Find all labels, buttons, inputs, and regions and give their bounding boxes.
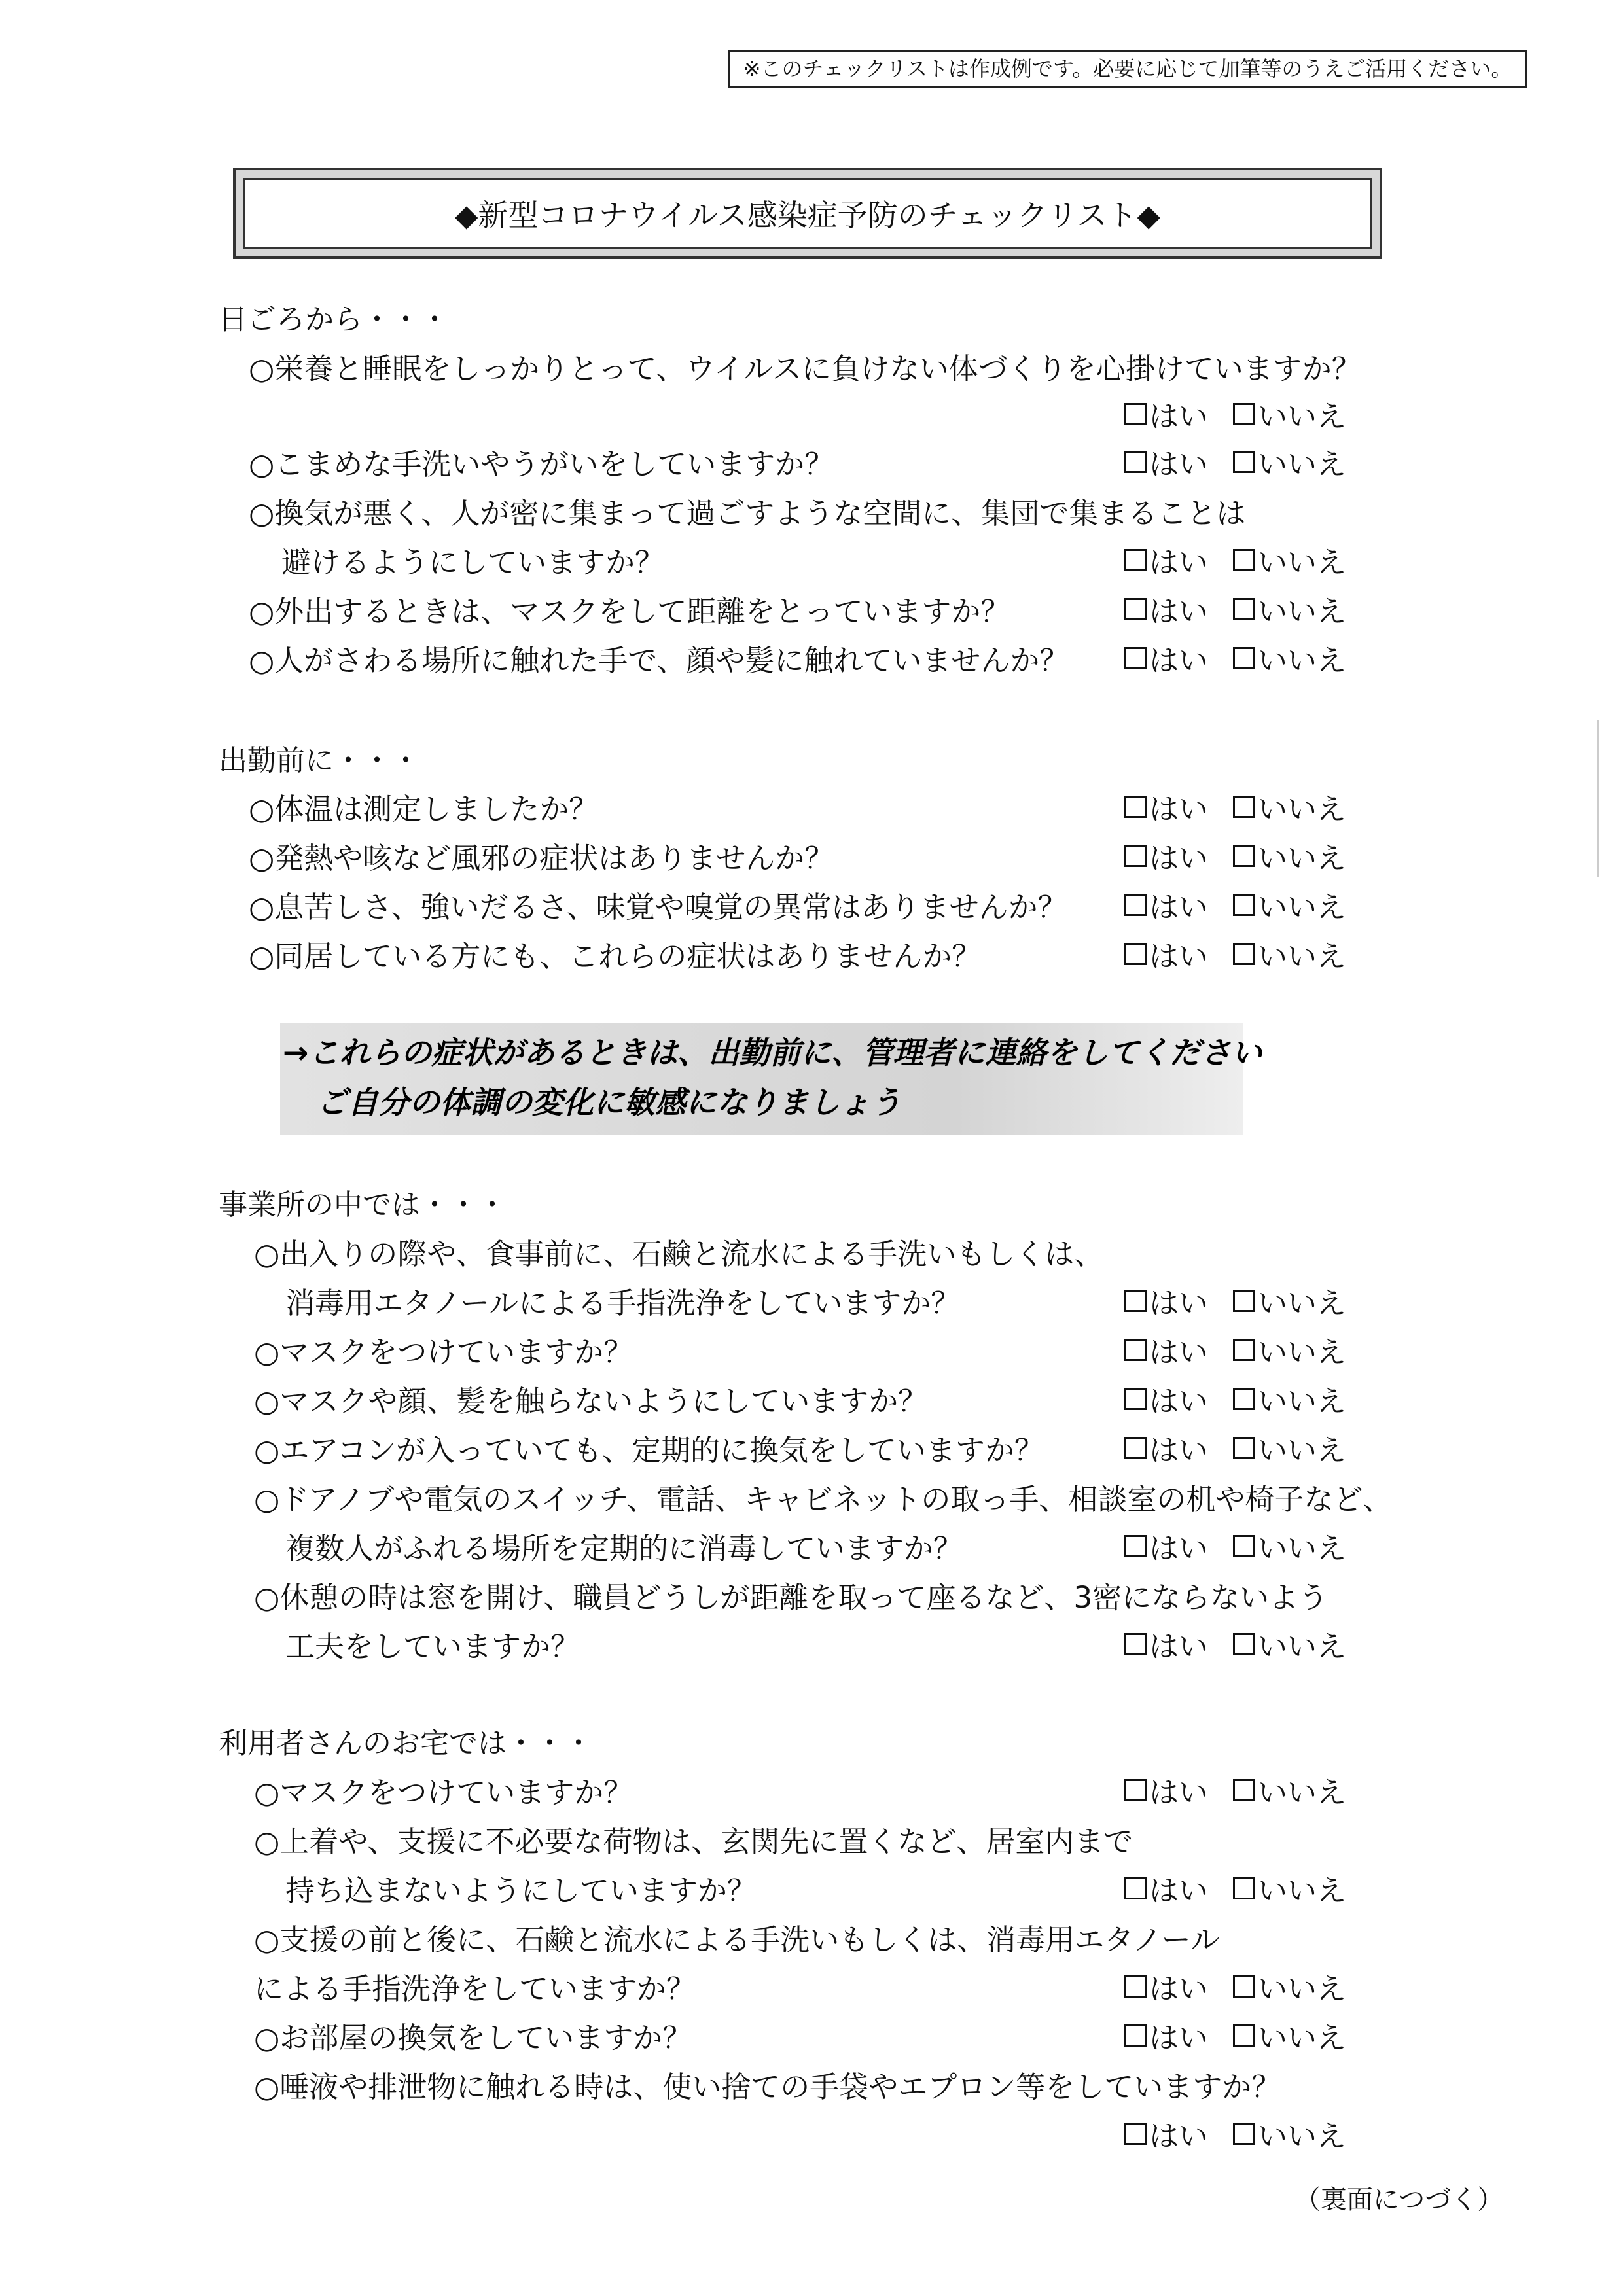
yes-label: はい bbox=[1149, 1286, 1209, 1320]
yes-checkbox-option[interactable] bbox=[1124, 1279, 1208, 1322]
yes-label: はい bbox=[1149, 399, 1209, 434]
no-checkbox-option[interactable] bbox=[1233, 1279, 1346, 1322]
question-text: ○息苦しさ、強いだるさ、味覚や嗅覚の異常はありませんか？ bbox=[249, 890, 1067, 925]
yes-checkbox-option[interactable] bbox=[1124, 1867, 1208, 1909]
checkbox-icon[interactable] bbox=[1124, 403, 1147, 425]
no-checkbox-option[interactable] bbox=[1233, 440, 1346, 483]
no-label: いいえ bbox=[1258, 643, 1347, 678]
yes-checkbox-option[interactable] bbox=[1124, 2014, 1208, 2057]
checkbox-icon[interactable] bbox=[1233, 845, 1255, 867]
scan-mark bbox=[1597, 720, 1599, 877]
answer-options bbox=[1124, 588, 1346, 630]
yes-label: はい bbox=[1149, 792, 1209, 826]
question-text: ○唾液や排泄物に触れる時は、使い捨ての手袋やエプロン等をしていますか？ bbox=[254, 2070, 1281, 2104]
no-checkbox-option[interactable] bbox=[1233, 883, 1346, 926]
checkbox-icon[interactable] bbox=[1124, 1633, 1147, 1655]
checkbox-icon[interactable] bbox=[1124, 1975, 1147, 1998]
yes-checkbox-option[interactable] bbox=[1124, 588, 1208, 630]
no-checkbox-option[interactable] bbox=[1233, 1328, 1346, 1371]
question-text: 持ち込まないようにしていますか？ bbox=[285, 1873, 757, 1908]
yes-checkbox-option[interactable] bbox=[1124, 1328, 1208, 1371]
yes-label: はい bbox=[1149, 1629, 1209, 1664]
yes-checkbox-option[interactable] bbox=[1124, 440, 1208, 483]
yes-label: はい bbox=[1149, 939, 1209, 974]
yes-label: はい bbox=[1149, 1531, 1209, 1566]
question-text: ○体温は測定しましたか？ bbox=[249, 792, 599, 826]
answer-options bbox=[1124, 1377, 1346, 1420]
yes-label: はい bbox=[1149, 1971, 1209, 2006]
checkbox-icon[interactable] bbox=[1124, 647, 1147, 669]
no-label: いいえ bbox=[1258, 1775, 1347, 1810]
yes-checkbox-option[interactable] bbox=[1124, 1426, 1208, 1469]
checkbox-icon[interactable] bbox=[1233, 598, 1255, 620]
yes-label: はい bbox=[1149, 890, 1209, 925]
answer-options bbox=[1124, 1426, 1346, 1469]
yes-checkbox-option[interactable] bbox=[1124, 539, 1208, 581]
checkbox-icon[interactable] bbox=[1233, 1779, 1255, 1801]
section-heading: 出勤前に・・・ bbox=[219, 744, 420, 777]
checkbox-icon[interactable] bbox=[1124, 2024, 1147, 2047]
section-heading: 日ごろから・・・ bbox=[219, 303, 449, 336]
checkbox-icon[interactable] bbox=[1124, 796, 1147, 818]
question-text: ○出入りの際や、食事前に、石鹸と流水による手洗いもしくは、 bbox=[254, 1237, 1104, 1271]
checkbox-icon[interactable] bbox=[1233, 549, 1255, 571]
yes-label: はい bbox=[1149, 545, 1209, 580]
yes-checkbox-option[interactable] bbox=[1124, 1965, 1208, 2007]
no-checkbox-option[interactable] bbox=[1233, 785, 1346, 828]
answer-options bbox=[1124, 1867, 1346, 1909]
checkbox-icon[interactable] bbox=[1233, 2123, 1255, 2145]
checkbox-icon[interactable] bbox=[1124, 1877, 1147, 1899]
question-text: ○マスクをつけていますか？ bbox=[254, 1335, 633, 1369]
checkbox-icon[interactable] bbox=[1233, 1975, 1255, 1998]
question-text: による手指洗浄をしていますか？ bbox=[254, 1971, 696, 2006]
answer-options bbox=[1124, 393, 1346, 435]
question-text: ○人がさわる場所に触れた手で、顔や髪に触れていませんか？ bbox=[249, 643, 1069, 678]
checkbox-icon[interactable] bbox=[1124, 1388, 1147, 1410]
question-text: 工夫をしていますか？ bbox=[285, 1629, 580, 1664]
no-label: いいえ bbox=[1258, 399, 1347, 434]
yes-label: はい bbox=[1149, 643, 1209, 678]
yes-checkbox-option[interactable] bbox=[1124, 637, 1208, 679]
no-checkbox-option[interactable] bbox=[1233, 2014, 1346, 2057]
answer-options bbox=[1124, 539, 1346, 581]
question-text: ○こまめな手洗いやうがいをしていますか？ bbox=[249, 447, 834, 482]
question-text: ○発熱や咳など風邪の症状はありませんか？ bbox=[249, 841, 834, 875]
answer-options bbox=[1124, 1279, 1346, 1322]
yes-label: はい bbox=[1149, 1775, 1209, 1810]
yes-label: はい bbox=[1149, 447, 1209, 482]
yes-checkbox-option[interactable] bbox=[1124, 932, 1208, 975]
no-label: いいえ bbox=[1258, 890, 1347, 925]
yes-checkbox-option[interactable] bbox=[1124, 1525, 1208, 1567]
yes-checkbox-option[interactable] bbox=[1124, 2112, 1208, 2155]
question-text: ○マスクや顔、髪を触らないようにしていますか？ bbox=[254, 1384, 928, 1419]
answer-options bbox=[1124, 932, 1346, 975]
answer-options bbox=[1124, 2014, 1346, 2057]
no-checkbox-option[interactable] bbox=[1233, 539, 1346, 581]
yes-label: はい bbox=[1149, 2021, 1209, 2055]
checkbox-icon[interactable] bbox=[1233, 894, 1255, 916]
answer-options bbox=[1124, 637, 1346, 679]
checkbox-icon[interactable] bbox=[1124, 1437, 1147, 1459]
yes-checkbox-option[interactable] bbox=[1124, 1377, 1208, 1420]
checkbox-icon[interactable] bbox=[1233, 1877, 1255, 1899]
yes-label: はい bbox=[1149, 2119, 1209, 2153]
answer-options bbox=[1124, 440, 1346, 483]
checkbox-icon[interactable] bbox=[1233, 1535, 1255, 1557]
no-checkbox-option[interactable] bbox=[1233, 1377, 1346, 1420]
yes-label: はい bbox=[1149, 1433, 1209, 1468]
no-checkbox-option[interactable] bbox=[1233, 1769, 1346, 1811]
checkbox-icon[interactable] bbox=[1124, 943, 1147, 965]
answer-options bbox=[1124, 785, 1346, 828]
checkbox-icon[interactable] bbox=[1233, 796, 1255, 818]
no-checkbox-option[interactable] bbox=[1233, 834, 1346, 877]
callout-line-2: ご自分の体調の変化に敏感になりましょう bbox=[317, 1085, 901, 1121]
no-label: いいえ bbox=[1258, 2021, 1347, 2055]
title-box bbox=[233, 168, 1382, 259]
answer-options bbox=[1124, 1769, 1346, 1811]
answer-options bbox=[1124, 1965, 1346, 2007]
yes-checkbox-option[interactable] bbox=[1124, 785, 1208, 828]
yes-checkbox-option[interactable] bbox=[1124, 1623, 1208, 1665]
yes-label: はい bbox=[1149, 594, 1209, 629]
no-checkbox-option[interactable] bbox=[1233, 2112, 1346, 2155]
checkbox-icon[interactable] bbox=[1233, 2024, 1255, 2047]
no-checkbox-option[interactable] bbox=[1233, 393, 1346, 435]
question-text: ○外出するときは、マスクをして距離をとっていますか？ bbox=[249, 594, 1010, 629]
no-label: いいえ bbox=[1258, 2119, 1347, 2153]
checkbox-icon[interactable] bbox=[1124, 1779, 1147, 1801]
no-label: いいえ bbox=[1258, 841, 1347, 875]
no-checkbox-option[interactable] bbox=[1233, 1525, 1346, 1567]
checkbox-icon[interactable] bbox=[1124, 894, 1147, 916]
no-label: いいえ bbox=[1258, 594, 1347, 629]
yes-checkbox-option[interactable] bbox=[1124, 1769, 1208, 1811]
yes-label: はい bbox=[1149, 1335, 1209, 1369]
usage-note: ※このチェックリストは作成例です。必要に応じて加筆等のうえご活用ください。 bbox=[728, 50, 1527, 88]
no-checkbox-option[interactable] bbox=[1233, 1623, 1346, 1665]
question-text: 複数人がふれる場所を定期的に消毒していますか？ bbox=[285, 1531, 963, 1566]
question-text: ○エアコンが入っていても、定期的に換気をしていますか？ bbox=[254, 1433, 1044, 1468]
question-text: 消毒用エタノールによる手指洗浄をしていますか？ bbox=[285, 1286, 961, 1320]
checkbox-icon[interactable] bbox=[1233, 1339, 1255, 1361]
question-text: ○換気が悪く、人が密に集まって過ごすような空間に、集団で集まることは bbox=[249, 496, 1246, 531]
no-label: いいえ bbox=[1258, 1971, 1347, 2006]
yes-label: はい bbox=[1149, 1873, 1209, 1908]
answer-options bbox=[1124, 2112, 1346, 2155]
checkbox-icon[interactable] bbox=[1233, 1633, 1255, 1655]
checkbox-icon[interactable] bbox=[1124, 1535, 1147, 1557]
continued-note: （裏面につづく） bbox=[1294, 2185, 1504, 2215]
question-text: ○栄養と睡眠をしっかりとって、ウイルスに負けない体づくりを心掛けていますか？ bbox=[249, 351, 1361, 386]
no-label: いいえ bbox=[1258, 545, 1347, 580]
no-checkbox-option[interactable] bbox=[1233, 637, 1346, 679]
no-checkbox-option[interactable] bbox=[1233, 1867, 1346, 1909]
checkbox-icon[interactable] bbox=[1124, 1339, 1147, 1361]
yes-checkbox-option[interactable] bbox=[1124, 834, 1208, 877]
question-text: ○休憩の時は窓を開け、職員どうしが距離を取って座るなど、3密にならないよう bbox=[254, 1580, 1329, 1615]
no-label: いいえ bbox=[1258, 1335, 1347, 1369]
answer-options bbox=[1124, 1328, 1346, 1371]
yes-label: はい bbox=[1149, 1384, 1209, 1419]
section-heading: 事業所の中では・・・ bbox=[219, 1188, 507, 1222]
checkbox-icon[interactable] bbox=[1124, 1290, 1147, 1312]
section-heading: 利用者さんのお宅では・・・ bbox=[219, 1727, 593, 1760]
checkbox-icon[interactable] bbox=[1233, 1388, 1255, 1410]
question-text: 避けるようにしていますか？ bbox=[281, 545, 665, 580]
question-text: ○ドアノブや電気のスイッチ、電話、キャビネットの取っ手、相談室の机や椅子など、 bbox=[254, 1482, 1393, 1517]
no-checkbox-option[interactable] bbox=[1233, 1426, 1346, 1469]
yes-checkbox-option[interactable] bbox=[1124, 883, 1208, 926]
no-checkbox-option[interactable] bbox=[1233, 1965, 1346, 2007]
no-label: いいえ bbox=[1258, 1873, 1347, 1908]
checkbox-icon[interactable] bbox=[1233, 403, 1255, 425]
answer-options bbox=[1124, 883, 1346, 926]
checkbox-icon[interactable] bbox=[1124, 549, 1147, 571]
checkbox-icon[interactable] bbox=[1233, 1437, 1255, 1459]
checkbox-icon[interactable] bbox=[1233, 943, 1255, 965]
question-text: ○お部屋の換気をしていますか？ bbox=[254, 2021, 692, 2055]
no-label: いいえ bbox=[1258, 939, 1347, 974]
question-text: ○支援の前と後に、石鹸と流水による手洗いもしくは、消毒用エタノール bbox=[254, 1922, 1220, 1957]
no-label: いいえ bbox=[1258, 1531, 1347, 1566]
question-text: ○同居している方にも、これらの症状はありませんか？ bbox=[249, 939, 982, 974]
no-checkbox-option[interactable] bbox=[1233, 932, 1346, 975]
checkbox-icon[interactable] bbox=[1124, 845, 1147, 867]
no-checkbox-option[interactable] bbox=[1233, 588, 1346, 630]
yes-label: はい bbox=[1149, 841, 1209, 875]
no-label: いいえ bbox=[1258, 1384, 1347, 1419]
page-title: ◆新型コロナウイルス感染症予防のチェックリスト◆ bbox=[243, 178, 1372, 249]
yes-checkbox-option[interactable] bbox=[1124, 393, 1208, 435]
no-label: いいえ bbox=[1258, 792, 1347, 826]
answer-options bbox=[1124, 834, 1346, 877]
answer-options bbox=[1124, 1525, 1346, 1567]
checkbox-icon[interactable] bbox=[1233, 451, 1255, 473]
answer-options bbox=[1124, 1623, 1346, 1665]
checkbox-icon[interactable] bbox=[1124, 2123, 1147, 2145]
no-label: いいえ bbox=[1258, 1286, 1347, 1320]
checkbox-icon[interactable] bbox=[1124, 451, 1147, 473]
no-label: いいえ bbox=[1258, 1629, 1347, 1664]
callout-line-1: →これらの症状があるときは、出勤前に、管理者に連絡をしてください bbox=[283, 1035, 1262, 1071]
question-text: ○上着や、支援に不必要な荷物は、玄関先に置くなど、居室内まで bbox=[254, 1824, 1133, 1859]
checkbox-icon[interactable] bbox=[1124, 598, 1147, 620]
question-text: ○マスクをつけていますか？ bbox=[254, 1775, 633, 1810]
no-label: いいえ bbox=[1258, 447, 1347, 482]
no-label: いいえ bbox=[1258, 1433, 1347, 1468]
checkbox-icon[interactable] bbox=[1233, 1290, 1255, 1312]
checkbox-icon[interactable] bbox=[1233, 647, 1255, 669]
